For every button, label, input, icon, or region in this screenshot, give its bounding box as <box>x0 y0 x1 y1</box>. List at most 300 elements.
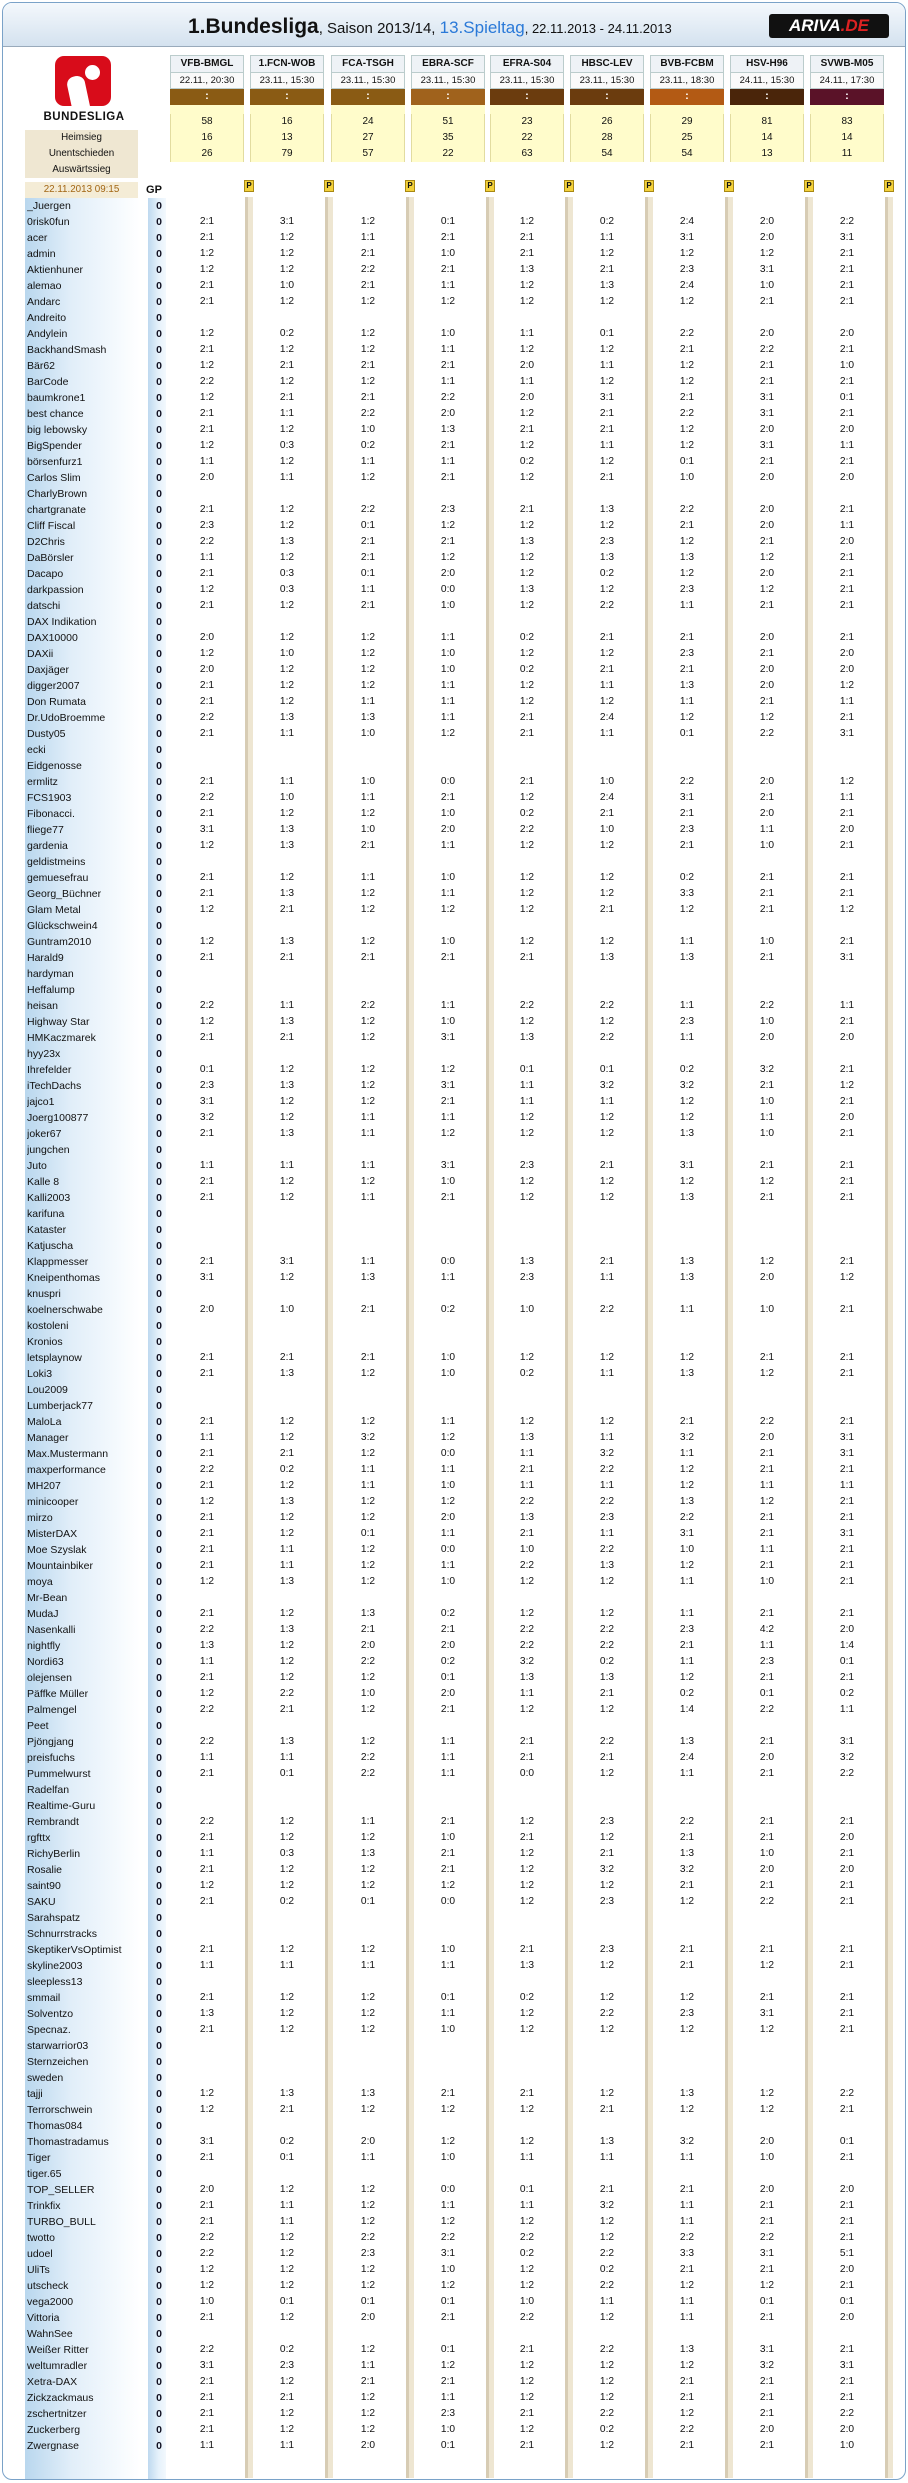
tip-cell <box>413 758 483 774</box>
tip-cell: 0:2 <box>839 1688 855 1699</box>
game-column-header <box>730 55 804 203</box>
player-name[interactable]: Mr-Bean <box>27 1592 68 1604</box>
player-name[interactable]: sweden <box>27 2072 64 2084</box>
player-name[interactable]: Heffalump <box>27 984 75 996</box>
tip-cell: 2:3 <box>679 824 695 835</box>
player-name[interactable]: admin <box>27 248 56 260</box>
player-name[interactable]: jajco1 <box>27 1096 55 1108</box>
tip-cell: 1:2 <box>279 2264 295 2275</box>
player-name[interactable]: baumkrone1 <box>27 392 86 404</box>
player-name[interactable]: Dusty05 <box>27 728 66 740</box>
brand-name: ARIVA <box>789 16 841 35</box>
player-name[interactable]: hyy23x <box>27 1048 61 1060</box>
player-name[interactable]: Lou2009 <box>27 1384 68 1396</box>
tip-cell: 2:2 <box>519 1496 535 1507</box>
tip-cell: 3:1 <box>440 1080 456 1091</box>
player-name[interactable]: Thomastradamus <box>27 2136 109 2148</box>
tip-cell <box>652 198 722 214</box>
player-name[interactable]: RichyBerlin <box>27 1848 81 1860</box>
tip-cell: 2:1 <box>759 456 775 467</box>
player-name[interactable]: Zickzackmaus <box>27 2392 94 2404</box>
player-name[interactable]: vega2000 <box>27 2296 74 2308</box>
player-name[interactable]: koelnerschwabe <box>27 1304 103 1316</box>
tip-cell: 1:2 <box>279 520 295 531</box>
table-row <box>3 2406 905 2422</box>
player-name[interactable]: Palmengel <box>27 1704 77 1716</box>
tip-cell: 2:1 <box>679 1640 695 1651</box>
tip-cell: 1:2 <box>679 1480 695 1491</box>
stat-spacer <box>810 105 884 114</box>
player-name[interactable]: tiger.65 <box>27 2168 62 2180</box>
player-name[interactable]: iTechDachs <box>27 1080 82 1092</box>
tip-cell <box>652 1974 722 1990</box>
tip-cell <box>172 758 242 774</box>
player-name[interactable]: minicooper <box>27 1496 79 1508</box>
tip-cell: 1:1 <box>679 1448 695 1459</box>
tip-cell: 2:1 <box>839 712 855 723</box>
player-name[interactable]: Peet <box>27 1720 49 1732</box>
tip-cell: 1:2 <box>360 344 376 355</box>
player-name[interactable]: ermlitz <box>27 776 58 788</box>
player-name[interactable]: BarCode <box>27 376 69 388</box>
player-name[interactable]: Weißer Ritter <box>27 2344 89 2356</box>
tip-cell: 2:0 <box>839 472 855 483</box>
player-name[interactable]: chartgranate <box>27 504 86 516</box>
player-name[interactable]: BigSpender <box>27 440 82 452</box>
player-points: 0 <box>156 456 162 468</box>
player-name[interactable]: rgfttx <box>27 1832 51 1844</box>
tip-cell: 1:1 <box>679 1608 695 1619</box>
player-points: 0 <box>156 1944 162 1956</box>
tip-cell: 1:3 <box>599 2136 615 2147</box>
player-name[interactable]: Fibonacci. <box>27 808 75 820</box>
tip-cell: 1:1 <box>440 1768 456 1779</box>
game-label[interactable]: HSV-H96 <box>730 55 804 73</box>
tip-cell: 1:2 <box>279 424 295 435</box>
tip-cell: 1:0 <box>759 1576 775 1587</box>
tip-cell: 1:2 <box>519 1864 535 1875</box>
player-name[interactable]: sleepless13 <box>27 1976 83 1988</box>
player-name[interactable]: utscheck <box>27 2280 69 2292</box>
player-name[interactable]: Nasenkalli <box>27 1624 76 1636</box>
tip-cell: 0:1 <box>440 1992 456 2003</box>
player-name[interactable]: Thomas084 <box>27 2120 83 2132</box>
tip-cell: 0:2 <box>519 2248 535 2259</box>
player-name[interactable]: MH207 <box>27 1480 61 1492</box>
player-name[interactable]: Zuckerberg <box>27 2424 81 2436</box>
tip-cell: 2:1 <box>199 1832 215 1843</box>
tip-cell <box>492 1046 562 1062</box>
player-name[interactable]: MaloLa <box>27 1416 62 1428</box>
table-row <box>3 614 905 630</box>
tip-cell: 1:2 <box>360 1544 376 1555</box>
table-row <box>3 1862 905 1878</box>
tip-cell <box>492 2054 562 2070</box>
points-column-strip <box>565 197 573 2478</box>
player-name[interactable]: Guntram2010 <box>27 936 92 948</box>
tip-cell <box>252 1926 322 1942</box>
tip-cell: 2:1 <box>599 664 615 675</box>
table-row <box>3 2262 905 2278</box>
player-name[interactable]: SAKU <box>27 1896 56 1908</box>
tip-cell <box>333 2038 403 2054</box>
points-badge-icon[interactable]: P <box>324 180 334 192</box>
player-name[interactable]: Eidgenosse <box>27 760 82 772</box>
tip-cell: 1:2 <box>519 408 535 419</box>
player-name[interactable]: Highway Star <box>27 1016 90 1028</box>
player-name[interactable]: gemuesefrau <box>27 872 89 884</box>
tip-cell: 1:2 <box>519 872 535 883</box>
player-points: 0 <box>156 936 162 948</box>
player-points: 0 <box>156 728 162 740</box>
player-points: 0 <box>156 1880 162 1892</box>
player-name[interactable]: fliege77 <box>27 824 64 836</box>
points-badge-icon[interactable]: P <box>804 180 814 192</box>
points-badge-icon[interactable]: P <box>244 180 254 192</box>
player-name[interactable]: acer <box>27 232 48 244</box>
player-name[interactable]: Glückschwein4 <box>27 920 98 932</box>
tip-cell: 1:1 <box>839 696 855 707</box>
game-label[interactable]: BVB-FCBM <box>650 55 724 73</box>
player-name[interactable]: saint90 <box>27 1880 61 1892</box>
tip-cell <box>572 1206 642 1222</box>
player-name[interactable]: SkeptikerVsOptimist <box>27 1944 122 1956</box>
player-name[interactable]: best chance <box>27 408 84 420</box>
player-name[interactable]: digger2007 <box>27 680 80 692</box>
player-name[interactable]: heisan <box>27 1000 58 1012</box>
tip-cell: 2:2 <box>360 1768 376 1779</box>
table-row <box>3 1158 905 1174</box>
tip-cell: 1:2 <box>679 1096 695 1107</box>
tip-cell: 1:0 <box>360 776 376 787</box>
player-name[interactable]: Loki3 <box>27 1368 53 1380</box>
player-name[interactable]: CharlyBrown <box>27 488 88 500</box>
player-name[interactable]: Aktienhuner <box>27 264 84 276</box>
player-name[interactable]: hardyman <box>27 968 74 980</box>
player-name[interactable]: Rembrandt <box>27 1816 79 1828</box>
player-name[interactable]: DaBörsler <box>27 552 74 564</box>
player-name[interactable]: UliTs <box>27 2264 50 2276</box>
player-name[interactable]: _Juergen <box>27 200 71 212</box>
player-name[interactable]: Andarc <box>27 296 61 308</box>
player-name[interactable]: Andreito <box>27 312 67 324</box>
tip-cell <box>413 1046 483 1062</box>
points-badge-icon[interactable]: P <box>485 180 495 192</box>
player-name[interactable]: Carlos Slim <box>27 472 81 484</box>
player-name[interactable]: kostoleni <box>27 1320 69 1332</box>
tip-cell: 1:2 <box>599 1704 615 1715</box>
tip-cell: 2:1 <box>759 2408 775 2419</box>
tip-cell <box>172 614 242 630</box>
player-name[interactable]: Schnurrstracks <box>27 1928 98 1940</box>
player-name[interactable]: Sarahspatz <box>27 1912 81 1924</box>
player-points: 0 <box>156 2344 162 2356</box>
tip-cell: 1:2 <box>279 1512 295 1523</box>
player-name[interactable]: weltumradler <box>27 2360 88 2372</box>
matchday-text[interactable]: 13.Spieltag <box>439 18 525 37</box>
player-name[interactable]: darkpassion <box>27 584 84 596</box>
tip-cell: 0:1 <box>279 2296 295 2307</box>
player-name[interactable]: knuspri <box>27 1288 61 1300</box>
tip-cell <box>652 1046 722 1062</box>
tip-cell: 0:1 <box>279 1768 295 1779</box>
tip-cell <box>652 1590 722 1606</box>
player-name[interactable]: olejensen <box>27 1672 72 1684</box>
tip-cell: 1:2 <box>279 1416 295 1427</box>
tip-cell: 2:4 <box>679 280 695 291</box>
tip-cell: 1:2 <box>759 552 775 563</box>
player-name[interactable]: Max.Mustermann <box>27 1448 109 1460</box>
player-name[interactable]: Realtime-Guru <box>27 1800 96 1812</box>
tip-cell: 3:2 <box>759 1064 775 1075</box>
player-name[interactable]: börsenfurz1 <box>27 456 83 468</box>
table-row <box>3 1958 905 1974</box>
game-label[interactable]: HBSC-LEV <box>570 55 644 73</box>
tip-cell <box>333 198 403 214</box>
player-name[interactable]: Harald9 <box>27 952 64 964</box>
tip-cell: 1:1 <box>679 936 695 947</box>
player-name[interactable]: Bär62 <box>27 360 56 372</box>
tip-cell: 1:2 <box>199 2088 215 2099</box>
player-points: 0 <box>156 792 162 804</box>
tip-cell <box>732 2166 802 2182</box>
tip-cell: 2:1 <box>759 1528 775 1539</box>
player-name[interactable]: Manager <box>27 1432 69 1444</box>
table-row <box>3 694 905 710</box>
player-name[interactable]: HMKaczmarek <box>27 1032 96 1044</box>
player-name[interactable]: datschi <box>27 600 61 612</box>
points-badge-icon[interactable]: P <box>405 180 415 192</box>
player-name[interactable]: MisterDAX <box>27 1528 78 1540</box>
player-name[interactable]: Kalle 8 <box>27 1176 60 1188</box>
tip-cell <box>252 1910 322 1926</box>
player-name[interactable]: udoel <box>27 2248 53 2260</box>
table-row <box>3 1526 905 1542</box>
tip-cell: 0:2 <box>440 1304 456 1315</box>
player-name[interactable]: Sternzeichen <box>27 2056 89 2068</box>
table-row <box>3 1654 905 1670</box>
player-name[interactable]: karifuna <box>27 1208 65 1220</box>
player-name[interactable]: Specnaz. <box>27 2024 71 2036</box>
tip-cell: 2:1 <box>679 664 695 675</box>
player-name[interactable]: Andylein <box>27 328 68 340</box>
player-name[interactable]: Zwergnase <box>27 2440 79 2452</box>
player-name[interactable]: maxperformance <box>27 1464 106 1476</box>
tip-cell: 2:1 <box>679 1416 695 1427</box>
tip-cell <box>652 1398 722 1414</box>
tip-cell: 1:1 <box>599 440 615 451</box>
points-badge-icon[interactable]: P <box>564 180 574 192</box>
player-name[interactable]: Daxjäger <box>27 664 70 676</box>
table-row <box>3 1670 905 1686</box>
player-name[interactable]: letsplaynow <box>27 1352 82 1364</box>
points-badge-icon[interactable]: P <box>724 180 734 192</box>
player-name[interactable]: smmail <box>27 1992 61 2004</box>
player-name[interactable]: Trinkfix <box>27 2200 61 2212</box>
tip-cell: 1:0 <box>839 2440 855 2451</box>
tip-cell: 2:0 <box>759 568 775 579</box>
tip-cell: 2:1 <box>199 808 215 819</box>
player-name[interactable]: Nordi63 <box>27 1656 64 1668</box>
game-label[interactable]: 1.FCN-WOB <box>250 55 324 73</box>
player-name[interactable]: Joerg100877 <box>27 1112 89 1124</box>
tip-cell: 1:2 <box>679 1992 695 2003</box>
points-badge-icon[interactable]: P <box>884 180 894 192</box>
player-name[interactable]: Rosalie <box>27 1864 63 1876</box>
player-name[interactable]: skyline2003 <box>27 1960 83 1972</box>
tip-cell: 2:2 <box>599 1640 615 1651</box>
player-name[interactable]: tajji <box>27 2088 43 2100</box>
player-name[interactable]: Klappmesser <box>27 1256 89 1268</box>
tip-cell: 1:2 <box>279 1864 295 1875</box>
tip-cell: 1:1 <box>360 1160 376 1171</box>
table-row <box>3 1366 905 1382</box>
tip-cell: 0:1 <box>759 2296 775 2307</box>
game-column-header <box>810 55 884 203</box>
player-name[interactable]: Terrorschwein <box>27 2104 93 2116</box>
game-label[interactable]: EFRA-S04 <box>490 55 564 73</box>
tip-cell: 0:2 <box>679 872 695 883</box>
player-name[interactable]: Päffke Müller <box>27 1688 89 1700</box>
tip-cell <box>413 1206 483 1222</box>
tip-cell: 1:1 <box>360 456 376 467</box>
player-name[interactable]: WahnSee <box>27 2328 73 2340</box>
tip-cell: 1:1 <box>839 520 855 531</box>
points-badge-icon[interactable]: P <box>644 180 654 192</box>
tip-cell <box>812 2054 882 2070</box>
tip-cell <box>572 1382 642 1398</box>
player-name[interactable]: D2Chris <box>27 536 65 548</box>
game-label[interactable]: EBRA-SCF <box>411 55 485 73</box>
player-name[interactable]: jungchen <box>27 1144 70 1156</box>
tip-cell <box>572 614 642 630</box>
tip-cell: 2:1 <box>360 248 376 259</box>
tip-cell <box>172 1926 242 1942</box>
tip-cell <box>732 2118 802 2134</box>
player-name[interactable]: Kneipenthomas <box>27 1272 100 1284</box>
tip-cell <box>172 918 242 934</box>
player-name[interactable]: moya <box>27 1576 53 1588</box>
tip-cell: 2:1 <box>759 1736 775 1747</box>
player-name[interactable]: Kataster <box>27 1224 67 1236</box>
points-column-strip <box>805 197 813 2478</box>
player-name[interactable]: zschertnitzer <box>27 2408 87 2420</box>
player-points: 0 <box>156 440 162 452</box>
player-name[interactable]: Lumberjack77 <box>27 1400 93 1412</box>
player-name[interactable]: FCS1903 <box>27 792 72 804</box>
tip-cell <box>333 2166 403 2182</box>
tip-cell: 1:2 <box>360 1368 376 1379</box>
tip-cell: 2:1 <box>839 456 855 467</box>
tip-cell: 2:2 <box>759 2232 775 2243</box>
player-name[interactable]: MudaJ <box>27 1608 59 1620</box>
player-name[interactable]: 0risk0fun <box>27 216 70 228</box>
game-kickoff: 23.11., 15:30 <box>411 73 485 89</box>
player-name[interactable]: Don Rumata <box>27 696 86 708</box>
player-name[interactable]: Kronios <box>27 1336 63 1348</box>
tip-cell <box>652 1718 722 1734</box>
player-name[interactable]: Cliff Fiscal <box>27 520 76 532</box>
tip-cell <box>333 1974 403 1990</box>
player-name[interactable]: TOP_SELLER <box>27 2184 95 2196</box>
ariva-logo[interactable] <box>769 14 889 38</box>
player-name[interactable]: Dr.UdoBroemme <box>27 712 106 724</box>
player-name[interactable]: Glam Metal <box>27 904 81 916</box>
player-name[interactable]: Tiger <box>27 2152 51 2164</box>
tip-cell: 2:0 <box>440 1688 456 1699</box>
table-row <box>3 2310 905 2326</box>
player-name[interactable]: Ihrefelder <box>27 1064 72 1076</box>
game-kickoff: 24.11., 15:30 <box>730 73 804 89</box>
player-name[interactable]: TURBO_BULL <box>27 2216 96 2228</box>
player-name[interactable]: joker67 <box>27 1128 62 1140</box>
table-row <box>3 1846 905 1862</box>
tip-cell <box>732 1590 802 1606</box>
table-row <box>3 2358 905 2374</box>
player-name[interactable]: big lebowsky <box>27 424 88 436</box>
player-name[interactable]: ecki <box>27 744 46 756</box>
player-name[interactable]: alemao <box>27 280 62 292</box>
tip-cell: 1:2 <box>519 840 535 851</box>
player-name[interactable]: preisfuchs <box>27 1752 75 1764</box>
player-name[interactable]: Pjöngjang <box>27 1736 74 1748</box>
tip-cell: 1:2 <box>839 776 855 787</box>
tip-cell: 1:0 <box>759 936 775 947</box>
player-name[interactable]: Dacapo <box>27 568 64 580</box>
player-name[interactable]: Georg_Büchner <box>27 888 102 900</box>
player-points: 0 <box>156 984 162 996</box>
player-name[interactable]: DAX Indikation <box>27 616 97 628</box>
tip-cell: 1:2 <box>599 1832 615 1843</box>
player-name[interactable]: Xetra-DAX <box>27 2376 78 2388</box>
player-name[interactable]: starwarrior03 <box>27 2040 89 2052</box>
table-row <box>3 2198 905 2214</box>
player-name[interactable]: geldistmeins <box>27 856 86 868</box>
gp-column-header[interactable]: GP <box>146 184 162 196</box>
tip-cell: 1:2 <box>279 664 295 675</box>
player-name[interactable]: Pummelwurst <box>27 1768 91 1780</box>
tip-cell <box>732 1238 802 1254</box>
game-label[interactable]: VFB-BMGL <box>170 55 244 73</box>
player-name[interactable]: BackhandSmash <box>27 344 107 356</box>
player-name[interactable]: DAX10000 <box>27 632 78 644</box>
player-name[interactable]: Solventzo <box>27 2008 74 2020</box>
home-win-count: 16 <box>250 114 324 130</box>
player-name[interactable]: Radelfan <box>27 1784 70 1796</box>
game-label[interactable]: SVWB-M05 <box>810 55 884 73</box>
table-row <box>3 566 905 582</box>
player-name[interactable]: mirzo <box>27 1512 53 1524</box>
game-label[interactable]: FCA-TSGH <box>331 55 405 73</box>
player-name[interactable]: Kalli2003 <box>27 1192 71 1204</box>
player-name[interactable]: Katjuscha <box>27 1240 74 1252</box>
player-name[interactable]: twotto <box>27 2232 56 2244</box>
player-name[interactable]: Moe Szyslak <box>27 1544 87 1556</box>
player-name[interactable]: Juto <box>27 1160 47 1172</box>
player-name[interactable]: Mountainbiker <box>27 1560 93 1572</box>
player-name[interactable]: Vittoria <box>27 2312 60 2324</box>
tip-cell <box>413 742 483 758</box>
tip-cell: 1:1 <box>360 232 376 243</box>
tip-cell: 1:0 <box>440 2152 456 2163</box>
tip-cell: 2:2 <box>839 2088 855 2099</box>
tip-cell: 2:1 <box>519 776 535 787</box>
player-name[interactable]: gardenia <box>27 840 68 852</box>
player-points: 0 <box>156 664 162 676</box>
player-name[interactable]: DAXii <box>27 648 54 660</box>
tip-cell: 1:2 <box>679 1176 695 1187</box>
player-name[interactable]: nightfly <box>27 1640 61 1652</box>
